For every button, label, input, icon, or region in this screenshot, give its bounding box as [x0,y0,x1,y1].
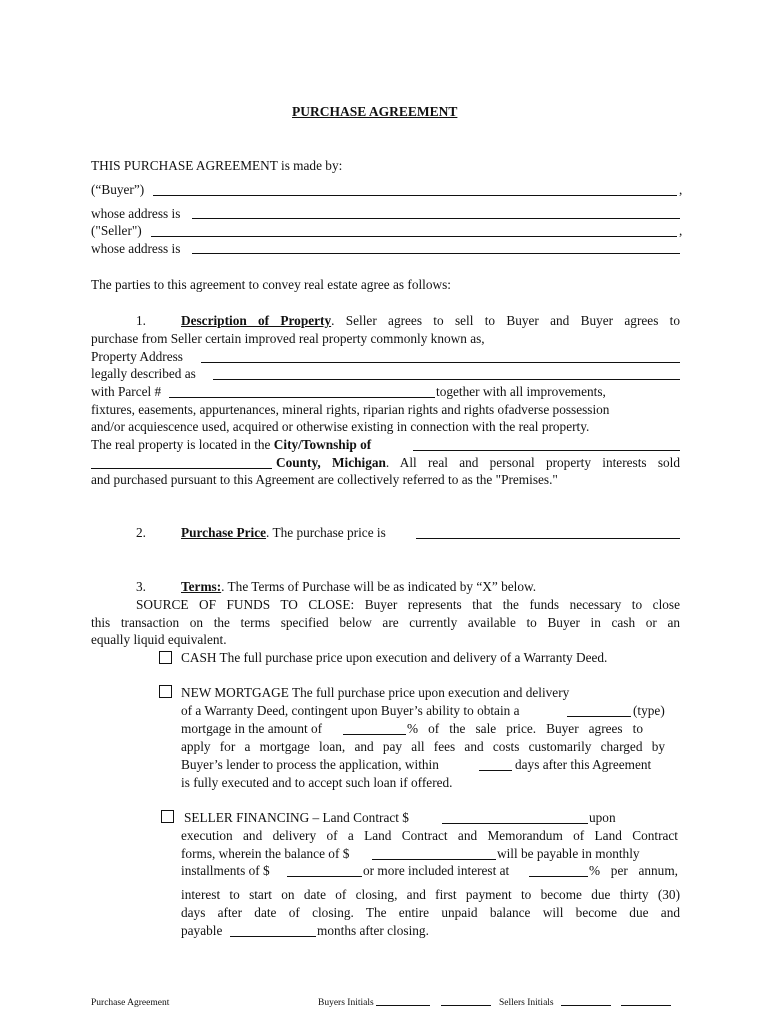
section1-line8 [91,436,371,454]
section2-number: 2. [136,525,146,540]
source-line2: this transaction on the terms specified below are currently available to Buyer in cash or an [91,615,680,630]
buyer-address-label: whose address is [91,206,181,221]
months-field[interactable] [230,936,316,937]
section1-line6: fixtures, easements, appurtenances, mineral rights, riparian rights and rights ofadverse possession [91,402,610,417]
cash-text: CASH The full purchase price upon execution and delivery of a Warranty Deed. [181,650,608,665]
land-contract-amount-field[interactable] [442,823,588,824]
seller-initials-field-2[interactable] [621,1005,671,1006]
county-label: County, Michigan [276,455,386,470]
section1-line9 [276,454,680,472]
buyer-name-field[interactable] [153,195,677,196]
interest-rate-field[interactable] [529,876,588,877]
mortgage-line5a: Buyer’s lender to process the application, within [181,757,439,772]
footer-buyers-initials-label: Buyers Initials [318,998,374,1008]
seller-fin-line4c: % per annum, [589,863,678,878]
city-township-label: City/Township of [273,437,372,452]
mortgage-line5b: days after this Agreement [515,757,652,772]
seller-fin-line1a: SELLER FINANCING – Land Contract $ [184,810,409,825]
seller-label: ("Seller") [91,223,142,238]
section1-heading: Description of Property [181,313,332,328]
mortgage-line3b-wrap [407,720,643,738]
parcel-label: with Parcel # [91,384,162,399]
legal-description-field[interactable] [213,379,680,380]
seller-fin-line3a: forms, wherein the balance of $ [181,846,350,861]
section1-line2: purchase from Seller certain improved real property commonly known as, [91,331,485,346]
balance-field[interactable] [372,859,496,860]
section1-line7: and/or acquiescence used, acquired or otherwise existing in connection with the real property. [91,419,590,434]
county-field[interactable] [91,468,272,469]
section1-line1-rest: . Seller agrees to sell to Buyer and Buyer agrees to [331,313,681,328]
buyer-address-field[interactable] [192,218,680,219]
section1-line10: and purchased pursuant to this Agreement are collectively referred to as the "Premises." [91,472,558,487]
located-in-text: The real property is located in the [91,437,274,452]
section3-rest: . The Terms of Purchase will be as indicated by “X” below. [221,579,537,594]
seller-fin-line1b: upon [589,810,616,825]
section3-number: 3. [136,579,146,594]
seller-fin-line2-wrap [181,827,678,845]
seller-fin-line5-wrap [181,886,680,904]
buyer-label: (“Buyer”) [91,182,145,197]
section1-line9-rest: . All real and personal property interests sold [385,455,681,470]
mortgage-line2a: of a Warranty Deed, contingent upon Buyer’s ability to obtain a [181,703,520,718]
city-township-field[interactable] [413,450,680,451]
seller-financing-checkbox[interactable] [161,810,174,823]
document-title: PURCHASE AGREEMENT [292,104,458,119]
seller-fin-line7b: months after closing. [317,923,429,938]
parcel-number-field[interactable] [169,397,435,398]
new-mortgage-checkbox[interactable] [159,685,172,698]
seller-address-label: whose address is [91,241,181,256]
source-line1: SOURCE OF FUNDS TO CLOSE: Buyer represents that the funds necessary to close [136,597,680,612]
legal-description-label: legally described as [91,366,196,381]
section3-text [181,578,536,596]
property-address-field[interactable] [201,362,680,363]
seller-initials-field-1[interactable] [561,1005,611,1006]
mortgage-line4-wrap [181,738,665,756]
seller-fin-line6-wrap [181,904,680,922]
mortgage-line1: NEW MORTGAGE The full purchase price upon execution and delivery [181,685,570,700]
seller-fin-line6: days after date of closing. The entire unpaid balance will become due and [181,905,680,920]
section2-heading: Purchase Price [181,525,267,540]
parcel-rest: together with all improvements, [436,384,606,399]
mortgage-line4: apply for a mortgage loan, and pay all fees and costs customarily charged by [181,739,665,754]
seller-address-field[interactable] [192,253,680,254]
mortgage-percent-field[interactable] [343,734,406,735]
section1-line1 [181,312,680,330]
mortgage-line3b: % of the sale price. Buyer agrees to [407,721,643,736]
footer-document-name: Purchase Agreement [91,998,170,1008]
seller-fin-line5: interest to start on date of closing, and first payment to become due thirty (30) [181,887,680,902]
mortgage-line3a: mortgage in the amount of [181,721,323,736]
mortgage-line2b: (type) [633,703,665,718]
mortgage-days-field[interactable] [479,770,512,771]
intro-text: THIS PURCHASE AGREEMENT is made by: [91,158,343,173]
seller-fin-line2: execution and delivery of a Land Contract and Memorandum of Land Contract [181,828,678,843]
seller-comma: , [679,223,683,238]
buyer-initials-field-2[interactable] [441,1005,491,1006]
seller-fin-line4a: installments of $ [181,863,270,878]
seller-fin-line4b: or more included interest at [363,863,510,878]
buyer-initials-field-1[interactable] [376,1005,430,1006]
seller-fin-line4c-wrap [589,862,678,880]
agree-text: The parties to this agreement to convey real estate agree as follows: [91,277,451,292]
seller-name-field[interactable] [151,236,677,237]
section2-rest: . The purchase price is [266,525,386,540]
installment-field[interactable] [287,876,362,877]
mortgage-line6: is fully executed and to accept such loan if offered. [181,775,453,790]
purchase-price-field[interactable] [416,538,680,539]
seller-fin-line7a: payable [181,923,223,938]
section3-heading: Terms: [181,579,222,594]
cash-checkbox[interactable] [159,651,172,664]
footer-sellers-initials-label: Sellers Initials [499,998,554,1008]
seller-fin-line3b: will be payable in monthly [497,846,640,861]
mortgage-type-field[interactable] [567,716,631,717]
source-line1-wrap [136,596,680,614]
section1-number: 1. [136,313,146,328]
source-line3: equally liquid equivalent. [91,632,227,647]
section2-text [181,524,386,542]
property-address-label: Property Address [91,349,183,364]
source-line2-wrap [91,614,680,632]
buyer-comma: , [679,182,683,197]
